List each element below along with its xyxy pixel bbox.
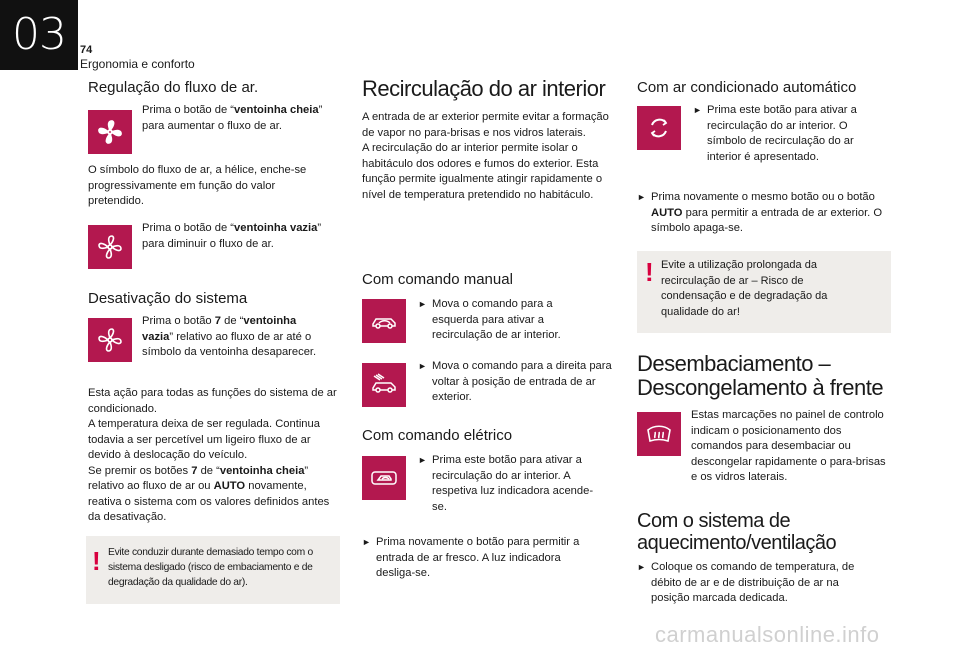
warning-icon: ! <box>92 546 101 576</box>
fan-full-icon <box>88 110 132 154</box>
chapter-title: Ergonomia e conforto <box>80 57 195 71</box>
heating-heading: Com o sistema de aquecimento/ventilação <box>637 510 837 554</box>
airflow-heading: Regulação do fluxo de ar. <box>88 79 259 96</box>
defrost-text: Estas marcações no painel de controlo indicam o posicionamento dos comandos para desembaciar ou descongelar rapidamente o para-brisas e os vidros laterais. <box>691 409 886 483</box>
warning-box-1 <box>86 536 340 604</box>
auto-item-1: ► Prima este botão para ativar a recirculação do ar interior. O símbolo de recirculação do ar interior é apresentado. <box>693 104 857 163</box>
deactivation-button-text: Prima o botão 7 de “ventoinha vazia” relativo ao fluxo de ar até o símbolo da ventoinha desaparecer. <box>142 315 317 358</box>
electric-item-1: ► Prima este botão para ativar a recirculação do ar interior. A respetiva luz indicadora acende-se. <box>418 454 594 513</box>
airflow-symbol-text: O símbolo do fluxo de ar, a hélice, enche-se progressivamente em função do valor pretendido. <box>88 164 307 207</box>
arrow-bullet-icon: ► <box>693 105 702 115</box>
auto-ac-heading: Com ar condicionado automático <box>637 79 857 96</box>
car-recirculation-icon <box>362 299 406 343</box>
deactivation-body: Esta ação para todas as funções do sistema de ar condicionado. A temperatura deixa de ser regulada. Continua todavia a ser percetível um ligeiro fluxo de ar devido à deslocação do veículo. Se premir os botões 7 de “ventoinha cheia” relativo ao fluxo de ar ou AUTO novamente, reativa o sistema com os valores definidos antes da desativação. <box>88 387 337 523</box>
arrow-bullet-icon: ► <box>418 455 427 465</box>
warning-box-2 <box>637 251 891 333</box>
car-outside-air-icon <box>362 363 406 407</box>
recirculation-intro: A entrada de ar exterior permite evitar a formação de vapor no para-brisas e nos vidros laterais. A recirculação do ar interior permite isolar o habitáculo dos odores e fumos do exterior. Esta função permite igualmente atingir rapidamente o nível de temperatura pretendido no habitáculo. <box>362 111 609 201</box>
airflow-full-text: Prima o botão de “ventoinha cheia” para aumentar o fluxo de ar. <box>142 104 323 132</box>
arrow-bullet-icon: ► <box>637 192 646 202</box>
arrow-bullet-icon: ► <box>637 562 646 572</box>
manual-heading: Com comando manual <box>362 271 513 288</box>
warning-icon: ! <box>645 257 654 287</box>
auto-item-2: ► Prima novamente o mesmo botão ou o botão AUTO para permitir a entrada de ar exterior. O símbolo apaga-se. <box>637 191 883 234</box>
fan-empty-icon <box>88 225 132 269</box>
watermark: carmanualsonline.info <box>655 622 880 647</box>
airflow-empty-text: Prima o botão de “ventoinha vazia” para diminuir o fluxo de ar. <box>142 222 322 250</box>
recirculation-heading: Recirculação do ar interior <box>362 76 606 101</box>
warning-text-1: Evite conduzir durante demasiado tempo com o sistema desligado (risco de embaciamento e de degradação da qualidade do ar). <box>108 547 313 588</box>
electric-heading: Com comando elétrico <box>362 427 513 444</box>
arrow-bullet-icon: ► <box>362 537 371 547</box>
heating-item-1: ► Coloque os comando de temperatura, de débito de ar e de distribuição de ar na posição marcada dedicada. <box>637 561 855 604</box>
page-number: 74 <box>80 44 93 56</box>
chapter-number-tab: 03 <box>0 0 78 70</box>
recirculation-button-icon <box>362 456 406 500</box>
arrow-bullet-icon: ► <box>418 361 427 371</box>
manual-item-1: ► Mova o comando para a esquerda para ativar a recirculação de ar interior. <box>418 298 561 341</box>
defrost-heading: Desembaciamento – Descongelamento à frente <box>637 351 884 400</box>
fan-empty-icon-2 <box>88 318 132 362</box>
arrow-bullet-icon: ► <box>418 299 427 309</box>
recirculation-arrows-icon <box>637 106 681 150</box>
electric-item-2: ► Prima novamente o botão para permitir a entrada de ar fresco. A luz indicadora desliga-se. <box>362 536 580 579</box>
windscreen-defrost-icon <box>637 412 681 456</box>
warning-text-2: Evite a utilização prolongada da recirculação de ar – Risco de condensação e de degradação da qualidade do ar! <box>661 259 828 318</box>
deactivation-heading: Desativação do sistema <box>88 290 248 307</box>
manual-item-2: ► Mova o comando para a direita para voltar à posição de entrada de ar exterior. <box>418 360 612 403</box>
